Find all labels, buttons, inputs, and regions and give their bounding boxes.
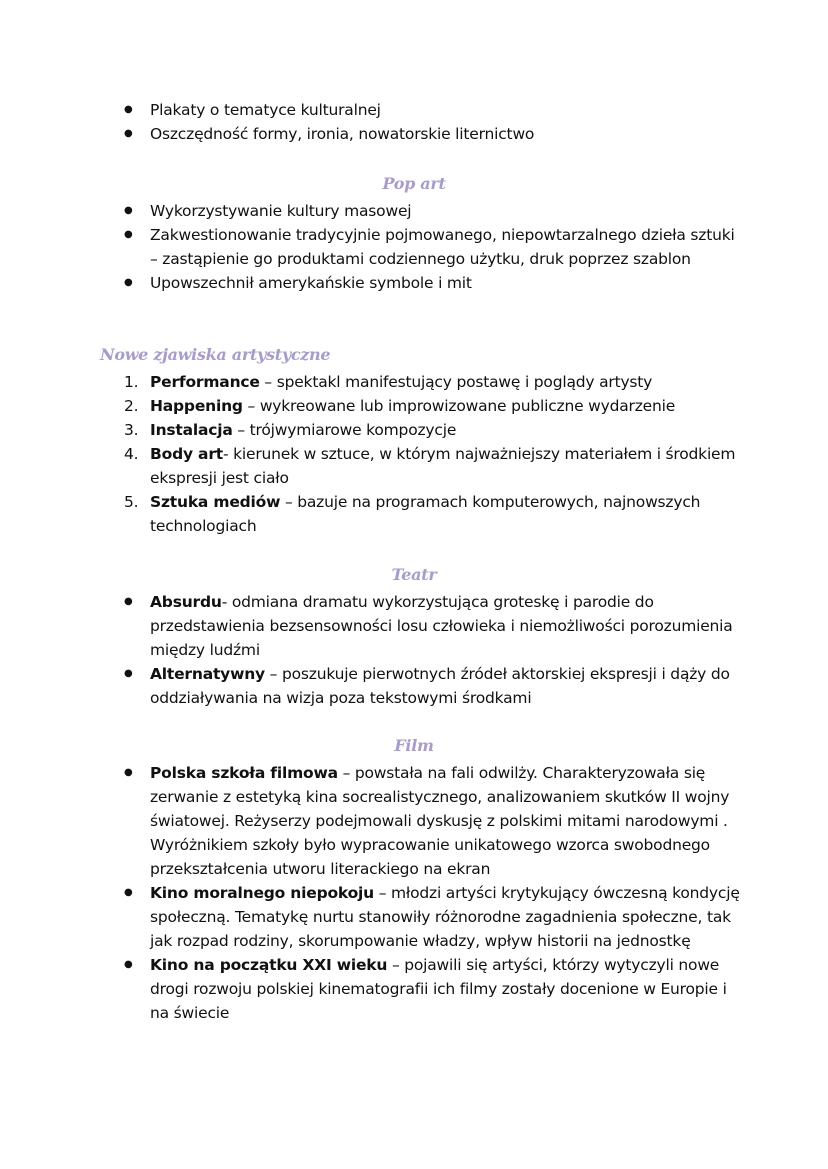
heading-pop-art: Pop art <box>382 174 446 193</box>
list-item <box>100 370 740 394</box>
item-term: Alternatywny <box>150 665 265 683</box>
item-desc: – powstała na fali odwilży. Charakteryzowała się zerwanie z estetyką kina socrealistycznego, analizowaniem skutków II wojny światowej. Reżyserzy podejmowali dyskusję z polskimi mitami narodowymi . Wyróżnikiem szkoły było wypracowanie unikatowego wzorca swobodnego przekształcenia utworu literackiego na ekran <box>150 764 730 878</box>
pop-art-list <box>100 199 740 295</box>
item-term: Kino na początku XXI wieku <box>150 956 388 974</box>
item-term: Happening <box>150 397 243 415</box>
item-desc: – młodzi artyści krytykujący ówczesną kondycję społeczną. Tematykę nurtu stanowiły różnorodne zagadnienia społeczne, tak jak rozpad rodziny, skorumpowanie władzy, wpływ historii na jednostkę <box>150 884 740 950</box>
item-desc: – pojawili się artyści, którzy wytyczyli nowe drogi rozwoju polskiej kinematografii ich filmy zostały docenione w Europie i na świecie <box>150 956 727 1022</box>
heading-nowe-zjawiska: Nowe zjawiska artystyczne <box>100 345 331 364</box>
item-number: 5. <box>124 493 139 511</box>
list-item <box>100 953 740 1025</box>
item-text: Zakwestionowanie tradycyjnie pojmowanego, niepowtarzalnego dzieła sztuki – zastąpienie go produktami codziennego użytku, druk poprzez szablon <box>150 226 735 268</box>
list-item <box>100 590 740 662</box>
list-item <box>100 199 740 223</box>
item-desc: – wykreowane lub improwizowane publiczne wydarzenie <box>242 397 676 415</box>
item-term: Sztuka mediów <box>150 493 281 511</box>
item-desc: - odmiana dramatu wykorzystująca groteskę i parodie do przedstawienia bezsensowności losu człowieka i niemożliwości porozumienia między ludźmi <box>150 593 733 659</box>
item-desc: – spektakl manifestujący postawę i poglądy artysty <box>259 373 653 391</box>
list-item <box>100 490 740 538</box>
list-item <box>100 662 740 710</box>
list-item <box>100 98 740 122</box>
item-number: 4. <box>124 445 139 463</box>
heading-film: Film <box>394 736 434 755</box>
item-term: Body art <box>150 445 223 463</box>
item-term: Absurdu <box>150 593 222 611</box>
item-desc: – poszukuje pierwotnych źródeł aktorskiej ekspresji i dąży do oddziaływania na wizja poza tekstowymi środkami <box>150 665 730 707</box>
item-desc: – trójwymiarowe kompozycje <box>232 421 457 439</box>
item-text: Oszczędność formy, ironia, nowatorskie liternictwo <box>150 125 535 143</box>
item-desc: – bazuje na programach komputerowych, najnowszych technologiach <box>150 493 701 535</box>
item-number: 2. <box>124 397 139 415</box>
item-text: Wykorzystywanie kultury masowej <box>150 202 412 220</box>
list-item <box>100 418 740 442</box>
teatr-list <box>100 590 740 710</box>
item-term: Polska szkoła filmowa <box>150 764 338 782</box>
item-text: Upowszechnił amerykańskie symbole i mit <box>150 274 472 292</box>
item-term: Kino moralnego niepokoju <box>150 884 374 902</box>
list-item <box>100 761 740 881</box>
intro-list <box>100 98 740 146</box>
list-item <box>100 271 740 295</box>
list-item <box>100 881 740 953</box>
item-text: Plakaty o tematyce kulturalnej <box>150 101 381 119</box>
item-desc: - kierunek w sztuce, w którym najważniejszy materiałem i środkiem ekspresji jest ciało <box>150 445 736 487</box>
nowe-zjawiska-list <box>100 370 740 538</box>
item-number: 3. <box>124 421 139 439</box>
heading-teatr: Teatr <box>391 565 437 584</box>
item-term: Performance <box>150 373 260 391</box>
list-item <box>100 223 740 271</box>
item-number: 1. <box>124 373 139 391</box>
list-item <box>100 394 740 418</box>
item-term: Instalacja <box>150 421 233 439</box>
film-list <box>100 761 740 1025</box>
list-item <box>100 442 740 490</box>
list-item <box>100 122 740 146</box>
